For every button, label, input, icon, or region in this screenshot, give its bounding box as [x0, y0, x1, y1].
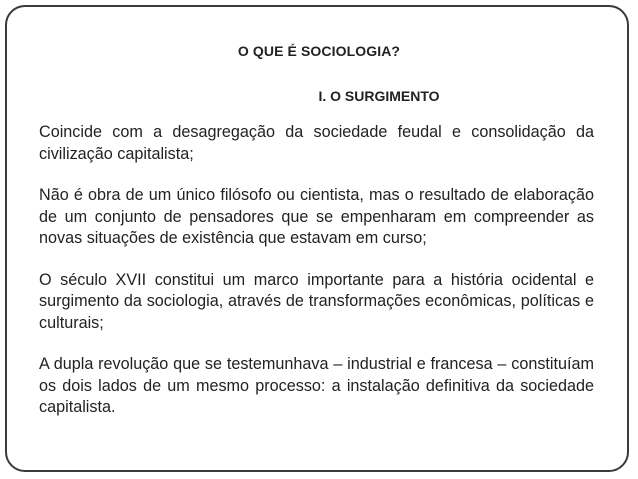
- paragraph-thinkers: Não é obra de um único filósofo ou cientista, mas o resultado de elaboração de um conjunto de pensadores que se empenharam em compreender as novas situações de existência que estavam em curso;: [39, 186, 594, 247]
- paragraph-origin: Coincide com a desagregação da sociedade feudal e consolidação da civilização capitalista;: [39, 123, 594, 163]
- slide-frame: [5, 5, 629, 472]
- slide-subtitle: I. O SURGIMENTO: [318, 88, 440, 104]
- slide-title: O QUE É SOCIOLOGIA?: [237, 43, 401, 59]
- paragraph-revolution: A dupla revolução que se testemunhava – industrial e francesa – constituíam os dois lados de um mesmo processo: a instalação definitiva da sociedade capitalista.: [39, 355, 594, 416]
- slide-body: [39, 122, 594, 439]
- paragraph-century: O século XVII constitui um marco importante para a história ocidental e surgimento da sociologia, através de transformações econômicas, políticas e culturais;: [39, 270, 594, 332]
